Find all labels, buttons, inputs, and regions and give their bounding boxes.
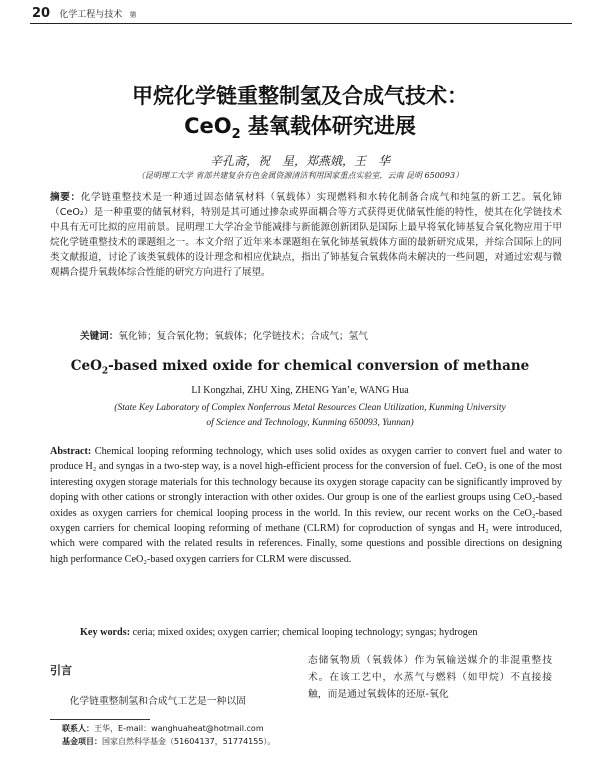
en-keywords-label: Key words: (80, 627, 131, 638)
footnote-contact: 联系人：王华，E-mail：wanghuaheat@hotmail.com (62, 724, 264, 733)
cn-authors: 辛孔斋，祝 星，郑燕娥，王 华 (209, 154, 390, 168)
cn-affiliation: （昆明理工大学 省部共建复杂有色金属资源清洁利用国家重点实验室，云南 昆明 650093） (136, 171, 464, 180)
cn-keywords-label: 关键词： (80, 331, 119, 342)
en-keywords-text: ceria; mixed oxides; oxygen carrier; chemical looping technology; syngas; hydrogen (132, 627, 478, 638)
en-affiliation: (State Key Laboratory of Complex Nonferrous Metal Resources Clean Utilization, Kunming University of Science and Technology, Kunming 650093, Yunnan) (114, 403, 506, 428)
page-number: 20 (32, 6, 51, 21)
en-authors: LI Kongzhai, ZHU Xing, ZHENG Yan’e, WANG Hua (191, 385, 409, 396)
journal-name: 化学工程与技术 (59, 10, 123, 20)
footnote-rule (50, 719, 150, 720)
en-abstract-label: Abstract: (50, 446, 92, 457)
volume-label: 第 (129, 11, 137, 19)
cn-abstract-text: 化学链重整技术是一种通过固态储氧材料（氧载体）实现燃料和水转化制备合成气和纯氢的新工艺。氧化铈（CeO₂）是一种重要的储氧材料，特别是其可通过掺杂或界面耦合等方式获得更优储氧性能的特性，使其在化学链技术中具有无可比拟的应用前景。昆明理工大学冶金节能减排与新能源创新团队是国际上最早将氧化铈基复合氧化物应用于甲烷化学链重整技术的课题组之一。本文介绍了近年来本课题组在氧化铈基氧载体方面的最新研究成果，并综合国际上的同类文献报道，讨论了该类氧载体的设计理念和相应优缺点，指出了铈基复合氧载体尚未解决的一些问题，对通过宏观与微观耦合提升氧载体综合性能的研究方向进行了展望。 (50, 192, 563, 278)
running-header (32, 6, 572, 21)
en-abstract-text: Chemical looping reforming technology, which uses solid oxides as oxygen carrier to convert fuel and water to produce H₂ and syngas in a two-step way, is a novel high-efficient process for the conversion of fuel. CeO₂ is one of the most interesting oxygen storage materials for this technology because its oxygen storage capacity can be significantly improved by doping with other cations or strongly interaction with other oxides. Our group is one of the earliest groups using CeO₂-based oxides as oxygen carriers for chemical looping process in the world. In this review, our recent works on the CeO₂-based oxygen carriers for chemical looping reforming of methane (CLRM) for coproduction of syngas and H₂ were introduced, which were compared with the related results in references. Finally, some questions and possible directions on designing high performance CeO₂-based oxygen carriers for CLRM were discussed. (50, 446, 562, 565)
cn-keywords-text: 氧化铈；复合氧化物；氧载体；化学链技术；合成气；氢气 (118, 331, 368, 342)
cn-keywords (80, 328, 560, 342)
intro-right-column: 态储氧物质（氧载体）作为氧输送媒介的非混重整技术。在该工艺中，水蒸气与燃料（如甲烷）不直接接触，而是通过氧载体的还原-氧化 (308, 655, 552, 700)
cn-abstract (50, 190, 562, 280)
cn-abstract-label: 摘要： (50, 192, 81, 203)
footnote-fund: 基金项目：国家自然科学基金（51604137，51774155）。 (62, 737, 276, 746)
header-rule (30, 23, 572, 24)
en-keywords (80, 627, 560, 638)
en-abstract (50, 444, 562, 567)
en-title: CeO$_2$-based mixed oxide for chemical conversion of methane (70, 358, 530, 377)
intro-left-text: 化学链重整制氢和合成气工艺是一种以固 (69, 696, 246, 707)
cn-title-line1: 甲烷化学链重整制氢及合成气技术： (132, 84, 468, 108)
footnotes (62, 722, 562, 748)
intro-left-column (50, 652, 300, 709)
cn-title-line2: CeO$_2$ 基氧载体研究进展 (184, 114, 416, 143)
intro-heading: 引言 (50, 664, 72, 677)
